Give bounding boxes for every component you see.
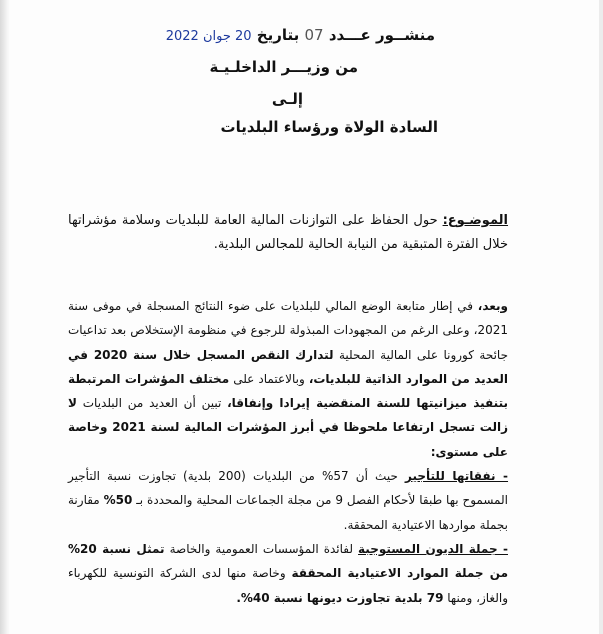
p1-bold-1: لتدارك النقص المسجل خلال سنة 2020 في العديد من الموارد الذاتية للبلديات، (68, 347, 508, 386)
p1-intro: وبعد، (477, 299, 508, 313)
subject-text: حول الحفاظ على التوازنات المالية العامة للبلديات وسلامة مؤشراتها خلال الفترة المتبقية من النيابة الحالية للمجالس البلدية. (68, 213, 508, 252)
circular-number-line (166, 26, 435, 44)
p1-text-2: وبالاعتماد على (229, 371, 309, 386)
paragraph-1 (68, 294, 508, 464)
to-line: إلـى (271, 90, 303, 108)
paragraph-2 (68, 464, 508, 537)
p3-bold-1: - جملة الديون المستوجبة (358, 541, 508, 556)
date-label: بتاريخ (256, 26, 300, 44)
body-text (68, 294, 508, 610)
p1-text-3: تبين أن العديد من البلديات (76, 396, 228, 411)
recipients-line: السادة الولاة ورؤساء البلديات (220, 118, 438, 136)
date-stamp: 20 جوان 2022 (165, 29, 252, 44)
subject-block (68, 209, 508, 257)
p3-bold-3: 79 بلدية تجاوزت ديونها نسبة 40%. (236, 590, 444, 605)
p3-text-1: لفائدة المؤسسات العمومية والخاصة (164, 541, 359, 556)
p2-text-1: حيث أن 57% من البلديات (200 بلدية) تجاوزت نسبة التأجير المسموح بها طبقا لأحكام الفصل 9 من مجلة الجماعات المحلية والمحددة بـ (68, 469, 508, 508)
page-shadow-right (599, 0, 603, 634)
p3-bold-2: تمثل نسبة 20% من جملة الموارد الاعتيادية المحققة (68, 541, 508, 581)
p1-text-1: في إطار متابعة الوضع المالي للبلديات على ضوء النتائج المسجلة في موفى سنة 2021، وعلى الرغم من المجهودات المبذولة للرجوع في منظومة الإستخلاص بعد تداعيات جائحة كورونا على المالية المحلية (68, 299, 509, 362)
sender-line: من وزيـــر الداخلـيـة (209, 58, 358, 76)
p1-bold-2: مختلف المؤشرات المرتبطة بتنفيذ ميزانيتها للسنة المنقضية إيرادا وإنفاقا، (68, 371, 508, 411)
paragraph-3 (68, 537, 508, 610)
p2-bold-2: 50% (103, 493, 133, 508)
subject-label: الموضـوع: (442, 213, 509, 228)
p2-text-2: مقارنة بجملة مواردها الاعتيادية المحققة. (68, 493, 508, 532)
page-shadow-left (0, 0, 10, 634)
p2-bold-1: - نفقاتها للتأجير (405, 469, 509, 484)
circular-label: منشــور عـــدد (328, 26, 435, 44)
circular-number: 07 (304, 26, 324, 44)
p3-text-2: وخاصة منها لدى الشركة التونسية للكهرباء والغاز، ومنها (68, 566, 508, 605)
p1-bold-3: لا زالت تسجل ارتفاعا ملحوظا في أبرز المؤشرات المالية لسنة 2021 وخاصة على مستوى: (68, 396, 508, 459)
